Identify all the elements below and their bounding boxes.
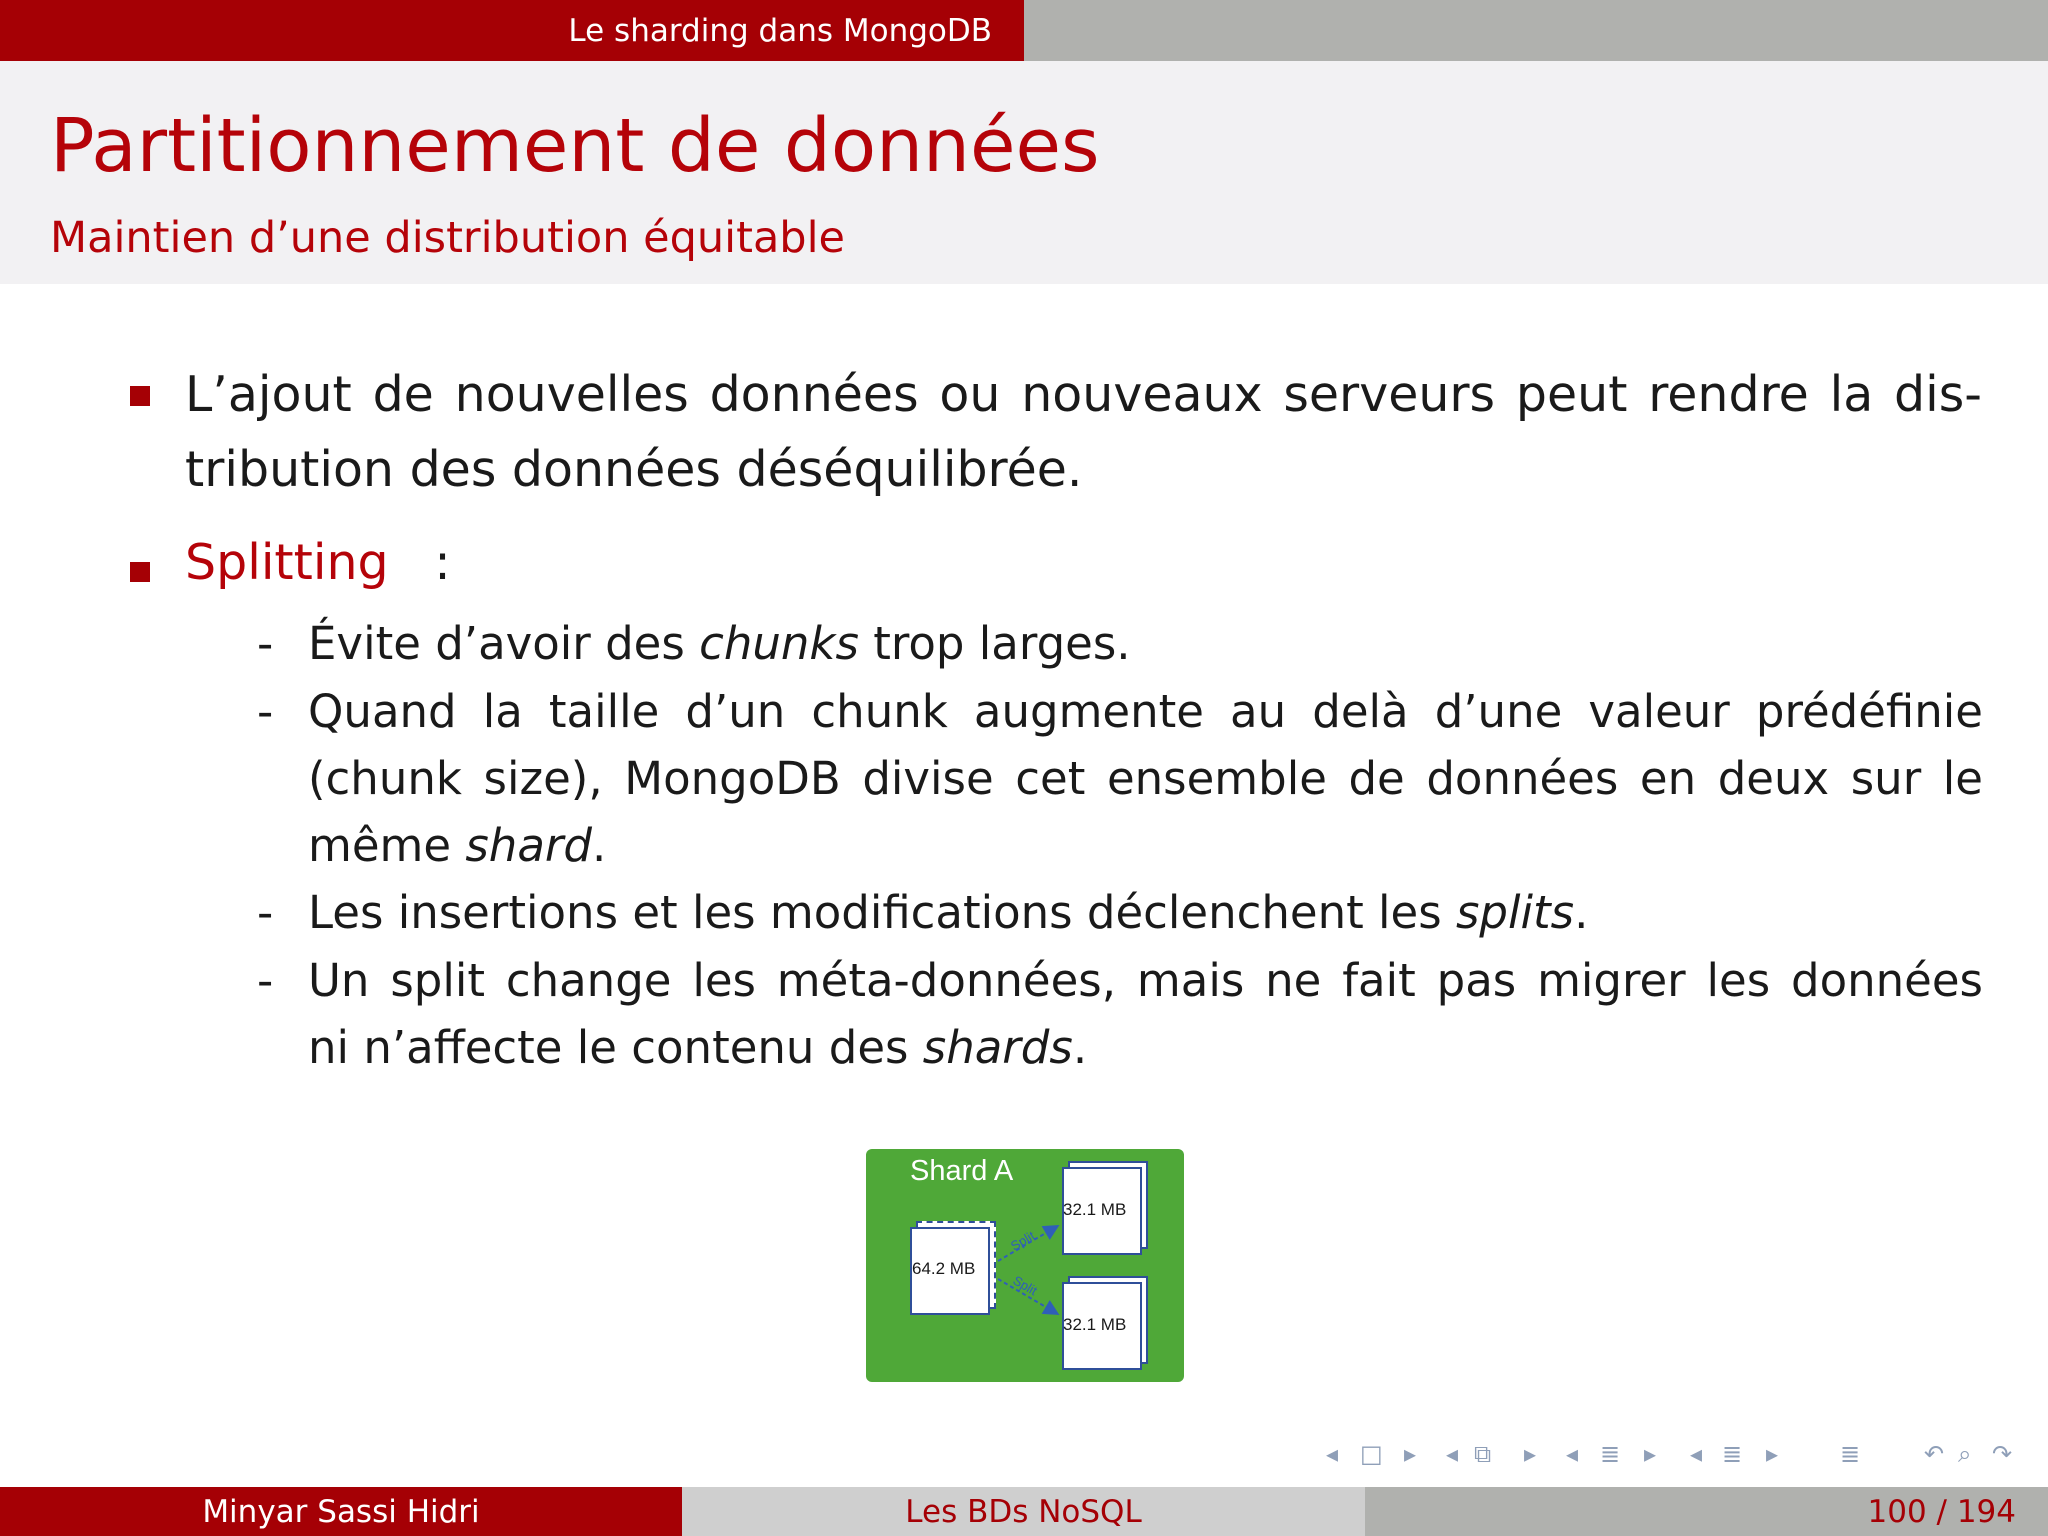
split-arrows [866, 1149, 1184, 1382]
nav-doc-next-icon[interactable]: ▸ [1766, 1440, 1779, 1468]
sub-item-4-text: ni n’affecte le contenu des [308, 1021, 923, 1074]
shard-split-figure [866, 1149, 1184, 1382]
dash-marker: - [257, 954, 274, 1007]
chunk-top-label: 32.1 MB [1063, 1200, 1127, 1219]
nav-subsection-prev-icon[interactable]: ◂ [1446, 1440, 1459, 1468]
nav-frame-prev-icon[interactable]: ◂ [1326, 1440, 1339, 1468]
nav-forward-icon[interactable]: ↷ [1992, 1440, 2013, 1468]
footer-course: Les BDs NoSQL [682, 1487, 1365, 1536]
sub-item-4-end: . [1072, 1021, 1088, 1074]
splitting-colon: : [434, 534, 451, 591]
sub-item-4-line-1: Un split change les méta-données, mais ne fait pas migrer les données [308, 954, 1983, 1007]
nav-frame-icon[interactable]: □ [1360, 1440, 1383, 1468]
bullet-2 [185, 533, 451, 593]
nav-section-next-icon[interactable]: ▸ [1644, 1440, 1657, 1468]
sub-item-2-end: . [591, 819, 607, 872]
nav-section-icon[interactable]: ≣ [1600, 1440, 1621, 1468]
nav-doc-icon[interactable]: ≣ [1722, 1440, 1743, 1468]
sub-item-3 [308, 883, 1588, 943]
nav-subsection-icon[interactable]: ⧉ [1474, 1440, 1492, 1468]
split-label-up: Split [1008, 1227, 1038, 1254]
nav-back-icon[interactable]: ↶ [1924, 1440, 1945, 1468]
nav-doc-prev-icon[interactable]: ◂ [1690, 1440, 1703, 1468]
sub-item-2-line-2: (chunk size), MongoDB divise cet ensemble de données en deux sur le [308, 752, 1983, 805]
dash-marker: - [257, 617, 274, 670]
sub-item-1-end: trop larges. [858, 617, 1131, 670]
sub-item-1 [308, 614, 1131, 674]
sub-item-1-text: Évite d’avoir des [308, 617, 700, 670]
nav-subsection-next-icon[interactable]: ▸ [1524, 1440, 1537, 1468]
footer-author: Minyar Sassi Hidri [0, 1487, 682, 1536]
bullet-marker [130, 562, 150, 582]
dash-marker: - [257, 886, 274, 939]
bullet-marker [130, 386, 150, 406]
nav-search-icon[interactable]: ⌕ [1958, 1440, 1972, 1468]
sub-item-2-line-1: Quand la taille d’un chunk augmente au delà d’une valeur prédéfinie [308, 685, 1983, 738]
sub-item-3-end: . [1574, 886, 1589, 939]
top-bar-fill [1024, 0, 2048, 61]
splitting-label: Splitting [185, 534, 389, 591]
top-bar [0, 0, 2048, 61]
split-label-down: Split [1010, 1272, 1040, 1299]
bullet-1-line-2: tribution des données déséquilibrée. [185, 441, 1083, 498]
slide-header [0, 61, 2048, 284]
footer [0, 1487, 2048, 1536]
section-title: Le sharding dans MongoDB [0, 0, 1024, 61]
nav-section-prev-icon[interactable]: ◂ [1566, 1440, 1579, 1468]
sub-item-2-em: shard [465, 819, 592, 872]
nav-frame-next-icon[interactable]: ▸ [1404, 1440, 1417, 1468]
slide-subtitle: Maintien d’une distribution équitable [50, 213, 845, 263]
figure-title: Shard A [910, 1155, 1014, 1187]
chunk-bottom-label: 32.1 MB [1063, 1315, 1127, 1334]
sub-item-2-line-3 [308, 816, 606, 876]
sub-item-4-line-2 [308, 1018, 1087, 1078]
source-size-label: 64.2 MB [912, 1259, 976, 1278]
sub-item-4-em: shards [922, 1021, 1073, 1074]
slide-title: Partitionnement de données [50, 103, 1100, 189]
sub-item-3-text: Les insertions et les modifications déclenchent les [308, 886, 1456, 939]
sub-item-1-em: chunks [699, 617, 859, 670]
nav-outline-icon[interactable]: ≣ [1840, 1440, 1861, 1468]
sub-item-2-text: même [308, 819, 466, 872]
footer-page-number: 100 / 194 [1365, 1487, 2048, 1536]
bullet-1-line-1: L’ajout de nouvelles données ou nouveaux serveurs peut rendre la dis- [185, 366, 1982, 423]
dash-marker: - [257, 685, 274, 738]
sub-item-3-em: splits [1455, 886, 1575, 939]
